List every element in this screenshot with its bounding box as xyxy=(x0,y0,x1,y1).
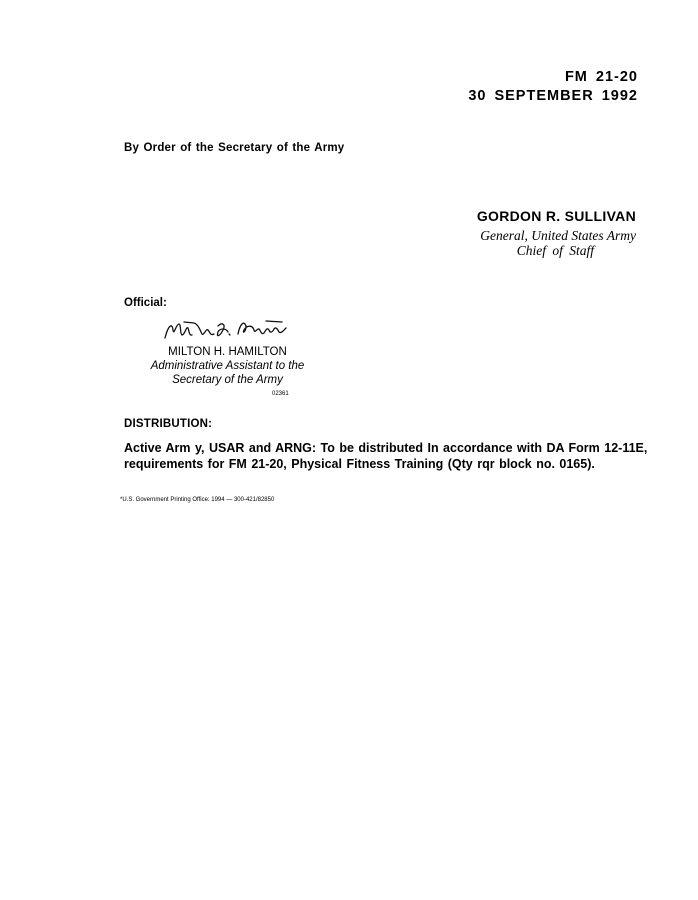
distribution-label: DISTRIBUTION: xyxy=(124,418,213,430)
printing-office-note: *U.S. Government Printing Office: 1994 — 300-421/82850 xyxy=(120,497,275,503)
official-name: MILTON H. HAMILTON xyxy=(168,346,287,358)
official-title-line1: Administrative Assistant to the xyxy=(150,360,305,372)
signer-name: GORDON R. SULLIVAN xyxy=(476,208,636,224)
by-order-line: By Order of the Secretary of the Army xyxy=(124,142,345,154)
distribution-line1: Active Arm y, USAR and ARNG: To be distributed In accordance with DA Form 12-11E, xyxy=(124,441,648,455)
document-header xyxy=(468,68,638,106)
official-label: Official: xyxy=(124,297,167,309)
signer-block xyxy=(396,208,636,258)
publication-date: 30 SEPTEMBER 1992 xyxy=(468,88,638,104)
official-block xyxy=(140,345,315,387)
distribution-text xyxy=(124,440,654,472)
signer-title-line2: Chief of Staff xyxy=(516,243,594,258)
manual-number: FM 21-20 xyxy=(564,69,638,85)
handwritten-signature xyxy=(160,316,290,346)
document-code: 02361 xyxy=(272,391,289,397)
official-title-line2: Secretary of the Army xyxy=(172,374,283,386)
signer-title-line1: General, United States Army xyxy=(480,228,636,243)
distribution-line2: requirements for FM 21-20, Physical Fitness Training (Qty rqr block no. 0165). xyxy=(124,457,595,471)
